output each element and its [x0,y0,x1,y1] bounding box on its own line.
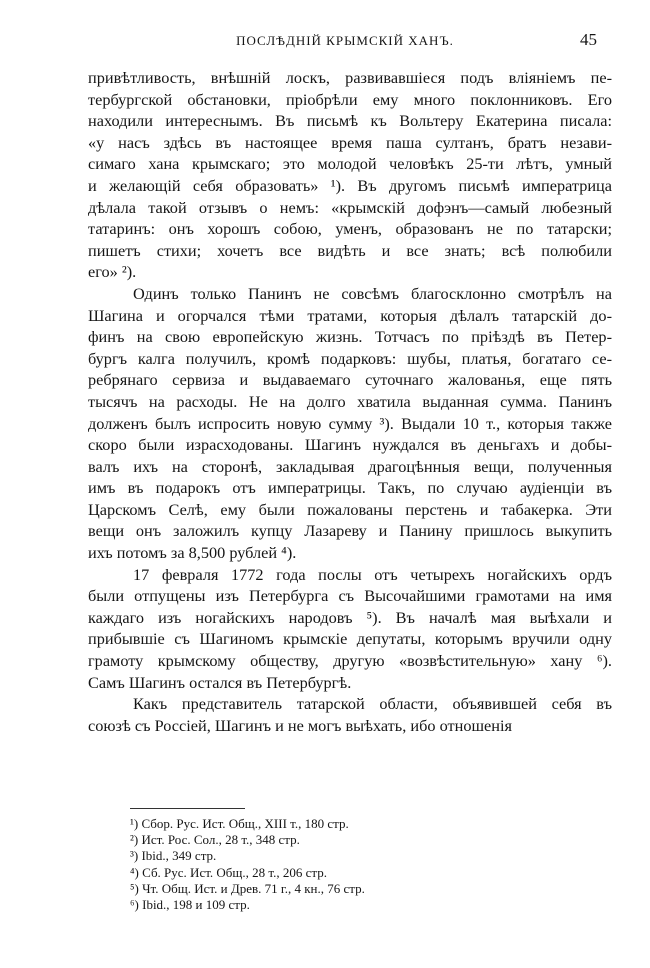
text-line: были отпущены изъ Петербурга съ Высочайшими грамотами на имя [88,586,612,606]
text-line: Самъ Шагинъ остался въ Петербургѣ. [88,672,352,692]
footnote: ¹) Сбор. Рус. Ист. Общ., XIII т., 180 стр. [130,816,349,831]
text-line: грамоту крымскому обществу, другую «возвѣстительную» хану ⁶). [88,651,612,671]
text-line: Одинъ только Панинъ не совсѣмъ благосклонно смотрѣлъ на [133,283,612,303]
footnote-divider [130,808,245,809]
text-line: Царскомъ Селѣ, ему были пожалованы перстень и табакерка. Эти [88,499,612,519]
text-line: бургъ калга получилъ, кромѣ подарковъ: шубы, платья, богатаго се- [88,348,612,368]
paragraph [88,693,612,736]
text-line: скоро были израсходованы. Шагинъ нуждался въ деньгахъ и добы- [88,435,612,455]
text-line: татаринъ: онъ хорошъ собою, уменъ, образованъ не по татарски; [88,219,612,239]
running-title: ПОСЛѢДНІЙ КРЫМСКІЙ ХАНЪ. [236,33,454,48]
footnote: ³) Ibid., 349 стр. [130,848,217,864]
text-line: тербургской обстановки, пріобрѣли ему много поклонниковъ. Его [88,89,612,109]
footnotes [130,816,365,913]
text-line: вещи онъ заложилъ купцу Лазареву и Панину пришлось выкупить [88,521,612,541]
body-text [88,67,612,736]
text-line: ихъ потомъ за 8,500 рублей ⁴). [88,543,297,563]
paragraph [88,67,612,283]
footnote: ²) Ист. Рос. Сол., 28 т., 348 стр. [130,832,300,848]
text-line: каждаго изъ ногайскихъ народовъ ⁵). Въ началѣ мая выѣхали и [88,607,612,627]
footnote: ⁴) Сб. Рус. Ист. Общ., 28 т., 206 стр. [130,864,327,880]
text-line: имъ въ подарокъ отъ императрицы. Такъ, по случаю аудіенціи въ [88,478,612,498]
text-line: 17 февраля 1772 года послы отъ четырехъ ногайскихъ ордъ [133,564,612,584]
text-line: дѣлала такой отзывъ о немъ: «крымскій дофэнъ—самый любезный [88,197,612,217]
text-line: валъ ихъ на сторонѣ, закладывая драгоцѣнныя вещи, полученныя [88,456,612,476]
text-line: тысячъ на расходы. Не на долго хватила выданная сумма. Панинъ [88,391,612,411]
paragraph [88,564,612,694]
text-line: привѣтливость, внѣшній лоскъ, развивавшіеся подъ вліяніемъ пе- [88,68,612,87]
text-line: союзѣ съ Россіей, Шагинъ и не могъ выѣхать, ибо отношенія [88,715,512,735]
text-line: и желающій себя образовать» ¹). Въ другомъ письмѣ императрица [88,175,612,195]
page-number: 45 [580,30,597,49]
text-line: симаго хана крымскаго; это молодой человѣкъ 25-ти лѣтъ, умный [88,154,612,174]
text-line: ребрянаго сервиза и выдаваемаго суточнаго жалованья, еще пять [88,370,612,390]
footnote: ⁵) Чт. Общ. Ист. и Древ. 71 г., 4 кн., 76 стр. [130,880,365,896]
text-line: его» ²). [88,262,137,282]
text-line: «у насъ здѣсь въ настоящее время паша султанъ, братъ незави- [88,132,612,152]
text-line: Шагина и огорчался тѣми тратами, которыя дѣлалъ татарскій до- [88,305,612,325]
paragraph [88,283,612,564]
text-line: Какъ представитель татарской области, объявившей себя въ [133,694,612,714]
text-line: находили интереснымъ. Въ письмѣ къ Вольтеру Екатерина писала: [88,111,612,131]
text-line: прибывшіе съ Шагиномъ крымскіе депутаты, которымъ вручили одну [88,629,612,649]
text-line: пишетъ стихи; хочетъ все видѣть и все знать; всѣ полюбили [88,240,612,260]
text-line: долженъ былъ испросить новую сумму ³). Выдали 10 т., которыя также [88,413,612,433]
footnote: ⁶) Ibid., 198 и 109 стр. [130,897,250,913]
text-line: финъ на свою европейскую жизнь. Тотчасъ по пріѣздѣ въ Петер- [88,327,612,347]
